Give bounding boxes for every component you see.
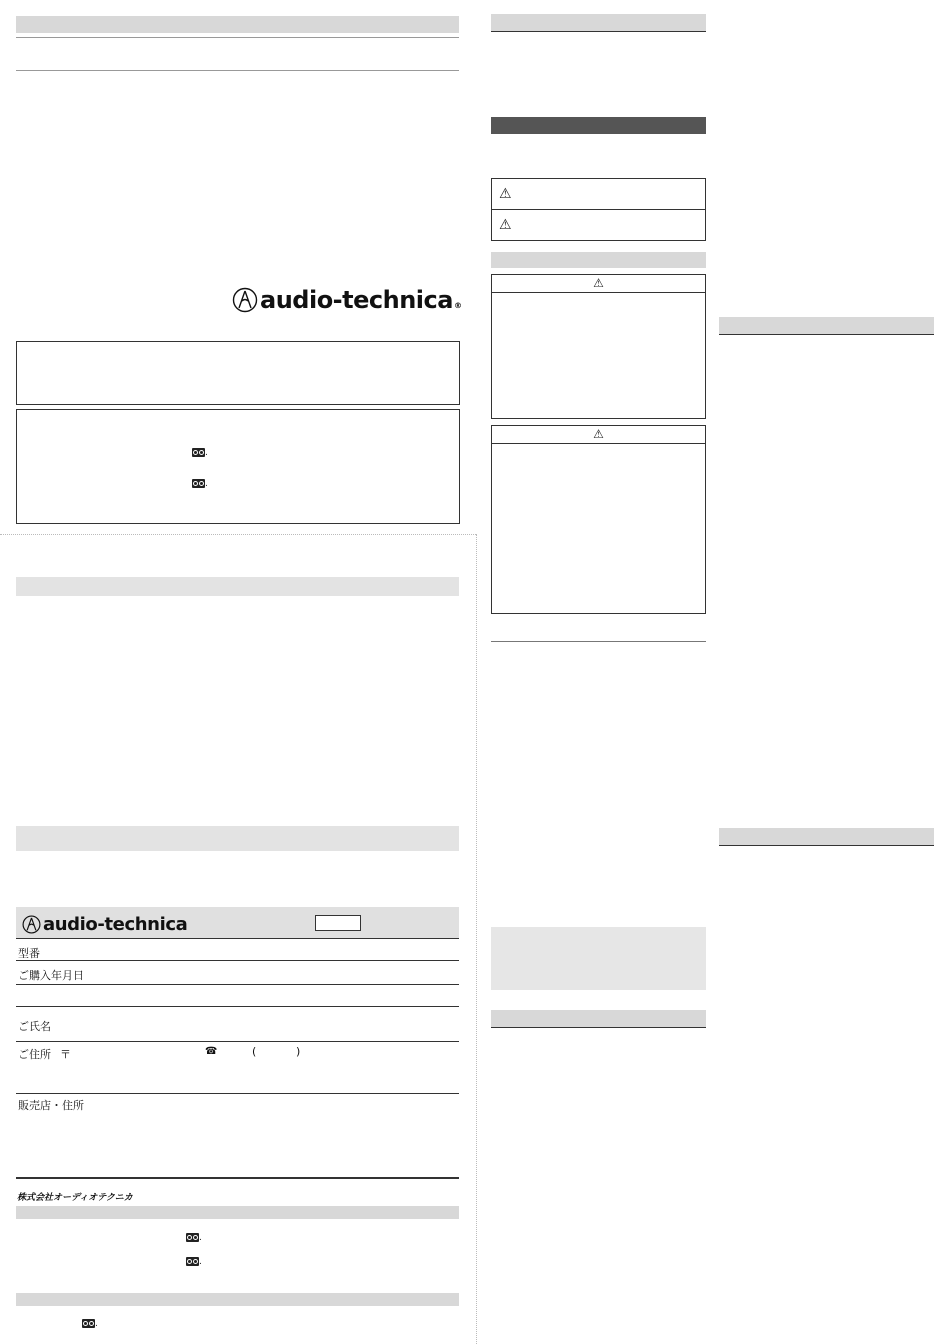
form-dealer-label: 販売店・住所: [18, 1099, 84, 1112]
form-rule-1: [16, 960, 459, 961]
notice-box: [16, 341, 460, 405]
warranty-terms-bar: [16, 826, 459, 851]
service-phone-1: [186, 1233, 202, 1243]
form-rule-top: [16, 938, 459, 939]
freedial-icon: [186, 1233, 199, 1242]
warning-triangle-icon: ⚠: [499, 186, 512, 202]
form-brand-logo: [22, 914, 187, 935]
form-purchase-date-label: ご購入年月日: [18, 969, 84, 982]
left-header-bar: [16, 16, 459, 33]
brand-logo-mark-icon: [22, 915, 41, 934]
caution-box: [491, 425, 706, 614]
warning-box-header: [492, 275, 705, 293]
freedial-icon: [186, 1257, 199, 1266]
phone-suffix: .: [205, 448, 208, 458]
form-brand-logo-text: audio-technica: [43, 914, 188, 935]
warning-box: [491, 274, 706, 419]
form-tel-paren-close: ): [296, 1045, 301, 1058]
cut-line-vertical: [476, 534, 477, 1344]
support-phone: [82, 1319, 98, 1329]
right-header-bar-2: [719, 828, 934, 845]
brand-registered-mark: ®: [453, 301, 462, 310]
form-rule-3: [16, 1006, 459, 1007]
brand-logo-text: audio-technica: [260, 286, 453, 314]
form-name-label: ご氏名: [18, 1020, 51, 1033]
phone-suffix: .: [199, 1257, 202, 1267]
contact-phone-1: [192, 448, 208, 458]
precautions-header-bar: [491, 252, 706, 268]
form-postal-mark: 〒: [60, 1048, 71, 1061]
service-section-bar: [16, 1206, 459, 1219]
phone-suffix: .: [205, 479, 208, 489]
right-header-rule-2: [719, 845, 934, 846]
form-tel-mark: ☎: [205, 1046, 218, 1057]
warning-legend-row-1: [492, 179, 705, 210]
mid-header-bar: [491, 14, 706, 31]
mid-header-rule: [491, 31, 706, 32]
left-section-rule: [16, 70, 459, 71]
mid-bottom-header-bar: [491, 1010, 706, 1027]
mid-notes-rule: [491, 641, 706, 642]
safety-header-bar: [491, 117, 706, 134]
form-model-label: 型番: [18, 947, 40, 960]
mid-info-panel: [491, 927, 706, 990]
company-name-text: 株式会社オーディオテクニカ: [17, 1193, 133, 1203]
brand-logo: [232, 286, 461, 314]
left-header-rule: [16, 37, 459, 38]
contact-phone-2: [192, 479, 208, 489]
caution-triangle-icon: ⚠: [499, 217, 512, 233]
form-tel-paren-open: (: [252, 1045, 257, 1058]
form-rule-4: [16, 1041, 459, 1042]
freedial-icon: [82, 1319, 95, 1328]
warning-legend-box: [491, 178, 706, 241]
form-rule-2: [16, 984, 459, 985]
cut-line-horizontal: [0, 534, 476, 535]
service-phone-2: [186, 1257, 202, 1267]
contact-box: [16, 409, 460, 524]
right-header-bar-1: [719, 317, 934, 334]
warranty-section-bar: [16, 577, 459, 596]
form-address-label: ご住所: [18, 1048, 51, 1061]
brand-logo-mark-icon: [232, 287, 258, 313]
freedial-icon: [192, 448, 205, 457]
phone-suffix: .: [95, 1319, 98, 1329]
mid-bottom-header-rule: [491, 1027, 706, 1028]
phone-suffix: .: [199, 1233, 202, 1243]
warning-legend-row-2: [492, 210, 705, 240]
form-rule-5: [16, 1093, 459, 1094]
support-section-bar: [16, 1293, 459, 1306]
company-name-jp: [17, 1190, 133, 1203]
freedial-icon: [192, 479, 205, 488]
caution-box-header: [492, 426, 705, 444]
right-header-rule-1: [719, 334, 934, 335]
caution-triangle-icon: ⚠: [593, 427, 604, 441]
form-rule-bottom: [16, 1177, 459, 1179]
warning-triangle-icon: ⚠: [593, 276, 604, 290]
form-model-stamp-box[interactable]: [315, 915, 361, 931]
